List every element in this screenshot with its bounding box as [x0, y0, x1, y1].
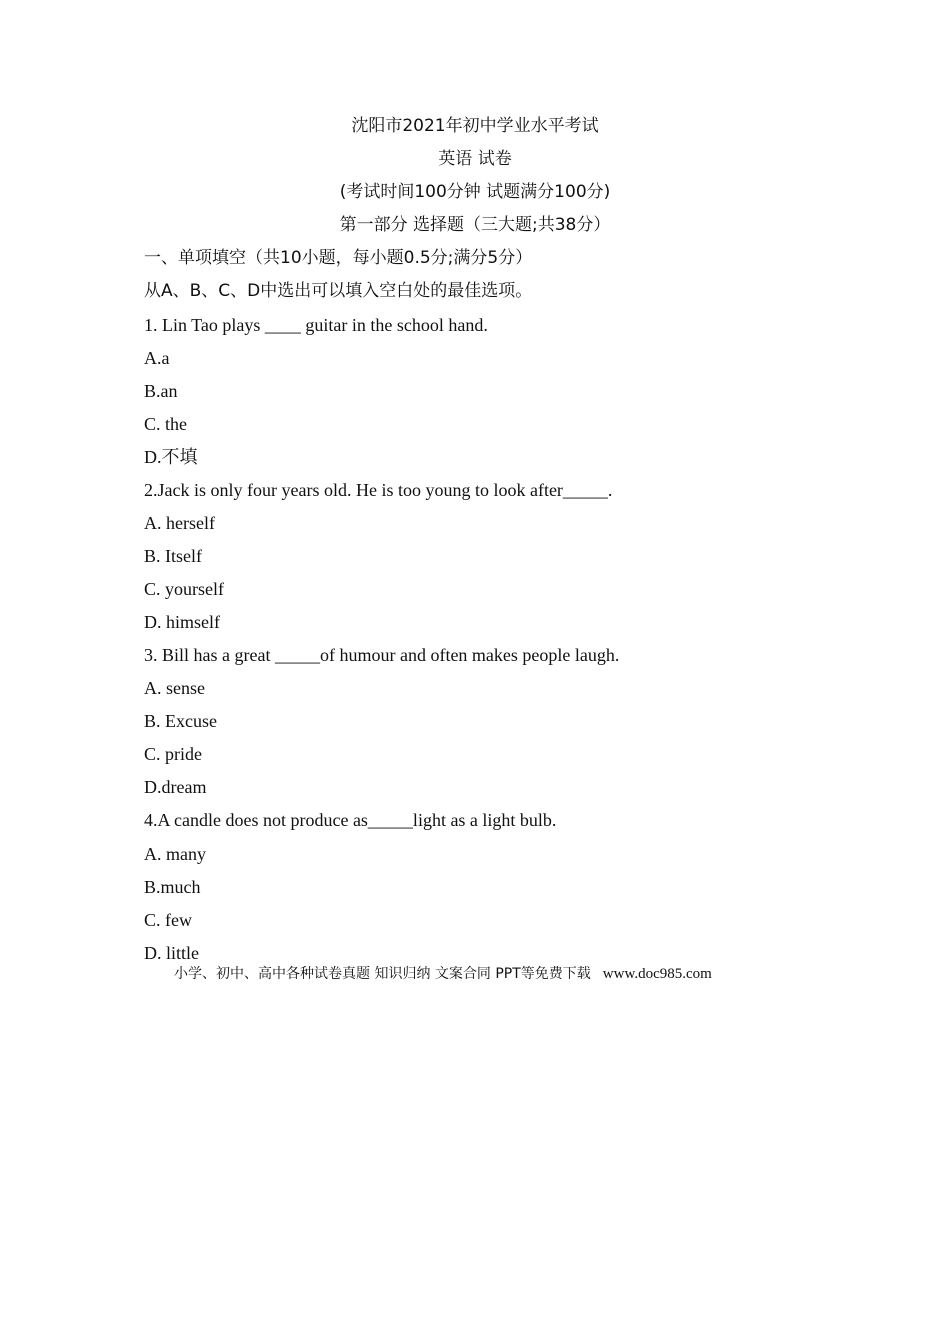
answer-option: D.dream — [144, 777, 207, 797]
part-title: 第一部分 选择题（三大题;共38分） — [339, 215, 611, 235]
answer-option: D. little — [144, 943, 199, 963]
answer-option: A. sense — [144, 678, 205, 698]
footer-text: 小学、初中、高中各种试卷真题 知识归纳 文案合同 PPT等免费下载 — [174, 966, 591, 982]
answer-option: A.a — [144, 348, 170, 368]
answer-option: C. pride — [144, 744, 202, 764]
answer-option: D.不填 — [144, 447, 198, 467]
answer-option: B. Itself — [144, 546, 202, 566]
answer-option: B.an — [144, 381, 178, 401]
section-heading: 一、单项填空（共10小题，每小题0.5分;满分5分） — [144, 248, 533, 268]
question-stem: 3. Bill has a great _____of humour and often makes people laugh. — [144, 645, 620, 665]
question-stem: 2.Jack is only four years old. He is too young to look after_____. — [144, 480, 613, 500]
exam-subject: 英语 试卷 — [438, 149, 512, 169]
answer-option: D. himself — [144, 612, 220, 632]
answer-option: B. Excuse — [144, 711, 217, 731]
answer-option: C. the — [144, 414, 187, 434]
answer-option: C. few — [144, 910, 192, 930]
footer — [174, 963, 712, 985]
question-stem: 1. Lin Tao plays ____ guitar in the school hand. — [144, 315, 488, 335]
answer-option: A. herself — [144, 513, 215, 533]
exam-time-info: (考试时间100分钟 试题满分100分) — [339, 182, 611, 202]
question-stem: 4.A candle does not produce as_____light as a light bulb. — [144, 810, 557, 830]
footer-url[interactable]: www.doc985.com — [602, 966, 712, 982]
exam-title: 沈阳市2021年初中学业水平考试 — [351, 116, 599, 136]
answer-option: B.much — [144, 877, 201, 897]
section-instruction: 从A、B、C、D中选出可以填入空白处的最佳选项。 — [144, 281, 533, 301]
answer-option: A. many — [144, 844, 206, 864]
answer-option: C. yourself — [144, 579, 224, 599]
